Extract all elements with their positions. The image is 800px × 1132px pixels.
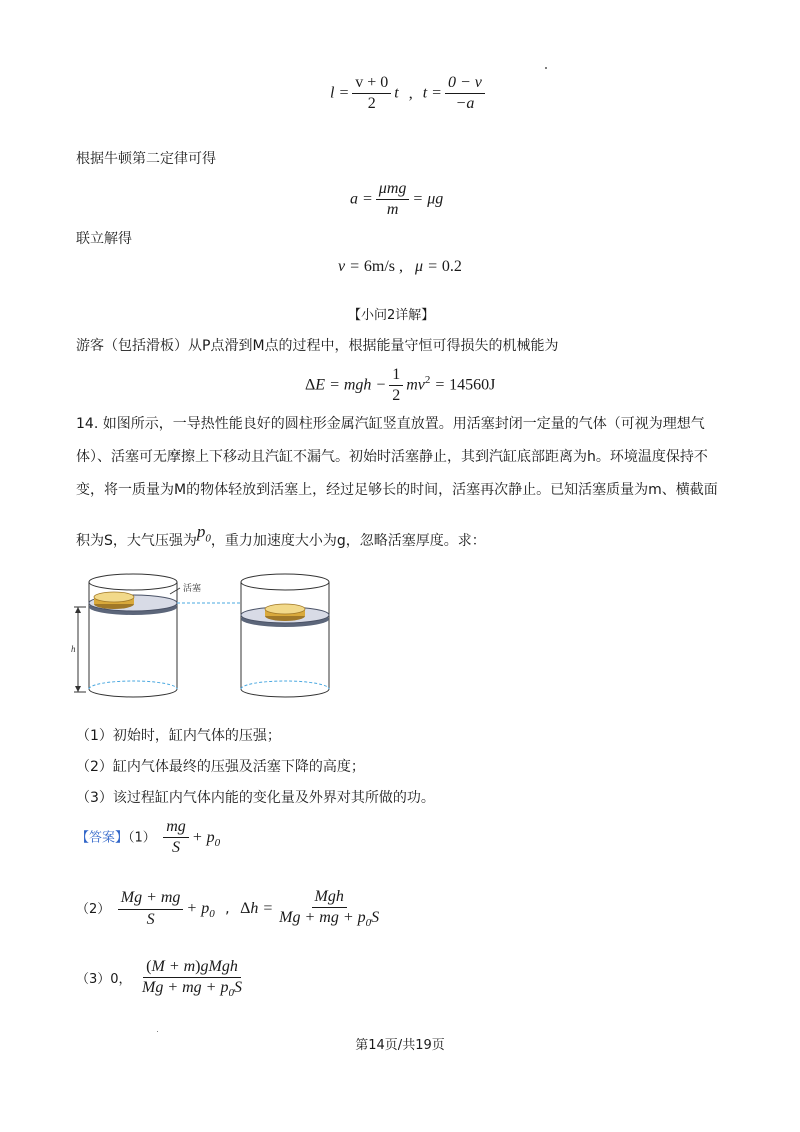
scan-dot (545, 67, 547, 69)
scan-dot-2 (157, 1031, 158, 1032)
value-v: 6m/s (363, 258, 396, 275)
answer-tag: 【答案】 (76, 830, 129, 846)
subquestion-2-title: 【小问2详解】 (348, 308, 435, 323)
right-cylinder-top (241, 574, 329, 590)
problem-14-line-4: 积为S，大气压强为$p_0$，重力加速度大小为g，忽略活塞厚度。求： (76, 522, 486, 549)
equation-displacement-time: l = $\frac{v + 0}{2}$ t , t = $\frac{0 - v}{-a}$ (330, 74, 488, 114)
piston-label: 活塞 (183, 584, 202, 594)
left-cylinder-top (89, 574, 177, 590)
problem-14-line-2: 体）、活塞可无摩擦上下移动且汽缸不漏气。初始时活塞静止，其到汽缸底部距离为h。环境温度保持不 (76, 449, 708, 465)
text-combine-solve: 联立解得 (76, 231, 132, 247)
answer-1: 【答案】（1） $\frac{mg}{S}$ + $p_0$ (76, 818, 221, 857)
equation-acceleration: a = $\frac{\text{μmg}}{m}$ = μg (350, 180, 444, 219)
problem-14-line-1: 14. 如图所示，一导热性能良好的圆柱形金属汽缸竖直放置。用活塞封闭一定量的气体（可视为理想气 (76, 416, 705, 432)
question-2: （2）缸内气体最终的压强及活塞下降的高度； (76, 759, 365, 775)
question-1: （1）初始时，缸内气体的压强； (76, 728, 281, 744)
page-footer: 第14页/共19页 (355, 1038, 445, 1053)
problem-14-line-3: 变，将一质量为M的物体轻放到活塞上，经过足够长的时间，活塞再次静止。已知活塞质量为m、横截面 (76, 482, 718, 498)
dimension-h: h (71, 644, 76, 654)
value-energy: 14560J (449, 376, 496, 394)
right-weight (265, 604, 305, 614)
cylinder-figure (70, 566, 360, 706)
answer-2: （2） $\frac{Mg + mg}{S}$ + $p_0$ , Δh = $\frac{\text{Mgh}}{Mg + mg + p_0S}$ (76, 888, 380, 930)
question-3: （3）该过程缸内气体内能的变化量及外界对其所做的功。 (76, 790, 435, 806)
problem-number: 14. (76, 416, 99, 432)
subquestion-2-text: 游客（包括滑板）从P点滑到M点的过程中，根据能量守恒可得损失的机械能为 (76, 338, 559, 354)
text-newton-second-law: 根据牛顿第二定律可得 (76, 151, 216, 167)
equation-result-v-mu: v = 6m/s , μ = 0.2 (338, 258, 462, 275)
value-mu: 0.2 (441, 258, 462, 275)
left-weight (94, 592, 134, 602)
equation-energy-loss: ΔE = mgh − $\frac{1}{2}$ $mv^2 = 14560J$ (305, 366, 496, 405)
answer-3: （3）0， $\frac{\text{(M + m)gMgh}}{Mg + mg + p_0S}$ (76, 958, 242, 1000)
